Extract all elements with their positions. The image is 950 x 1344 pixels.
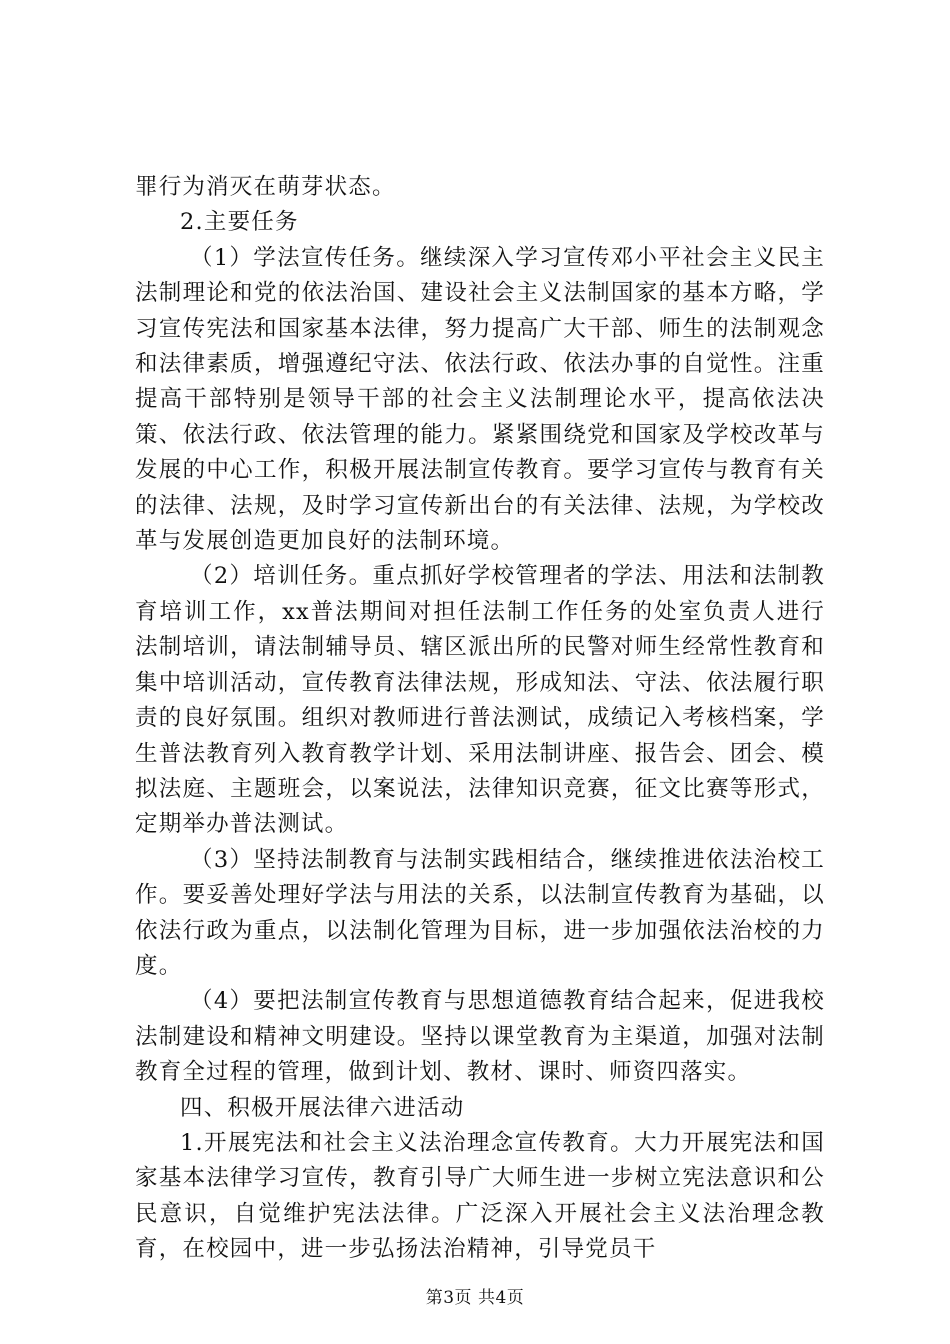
document-body xyxy=(135,170,825,1268)
paragraph-task-2: （2）培训任务。重点抓好学校管理者的学法、用法和法制教育培训工作，xx普法期间对担任法制工作任务的处室负责人进行法制培训，请法制辅导员、辖区派出所的民警对师生经常性教育和集中培训活动，宣传教育法律法规，形成知法、守法、依法履行职责的良好氛围。组织对教师进行普法测试，成绩记入考核档案，学生普法教育列入教育教学计划、采用法制讲座、报告会、团会、模拟法庭、主题班会，以案说法，法律知识竞赛，征文比赛等形式，定期举办普法测试。 xyxy=(135,563,825,838)
section-heading-six-activities: 四、积极开展法律六进活动 xyxy=(180,1094,465,1121)
paragraph-task-1: （1）学法宣传任务。继续深入学习宣传邓小平社会主义民主法制理论和党的依法治国、建设社会主义法制国家的基本方略，学习宣传宪法和国家基本法律，努力提高广大干部、师生的法制观念和法律素质，增强遵纪守法、依法行政、依法办事的自觉性。注重提高干部特别是领导干部的社会主义法制理论水平，提高依法决策、依法行政、依法管理的能力。紧紧围绕党和国家及学校改革与发展的中心工作，积极开展法制宣传教育。要学习宣传与教育有关的法律、法规，及时学习宣传新出台的有关法律、法规，为学校改革与发展创造更加良好的法制环境。 xyxy=(135,244,825,555)
paragraph-task-3: （3）坚持法制教育与法制实践相结合，继续推进依法治校工作。要妥善处理好学法与用法的关系，以法制宣传教育为基础，以依法行政为重点，以法制化管理为目标，进一步加强依法治校的力度。 xyxy=(135,846,825,979)
paragraph-task-4: （4）要把法制宣传教育与思想道德教育结合起来，促进我校法制建设和精神文明建设。坚持以课堂教育为主渠道，加强对法制教育全过程的管理，做到计划、教材、课时、师资四落实。 xyxy=(135,988,825,1086)
paragraph-continuation: 罪行为消灭在萌芽状态。 xyxy=(135,174,396,200)
page-footer: 第3页 共4页 xyxy=(425,1288,525,1308)
paragraph-constitution-education: 1.开展宪法和社会主义法治理念宣传教育。大力开展宪法和国家基本法律学习宣传，教育引导广大师生进一步树立宪法意识和公民意识，自觉维护宪法法律。广泛深入开展社会主义法治理念教育，在校园中，进一步弘扬法治精神，引导党员干 xyxy=(135,1129,825,1263)
section-heading-main-tasks: 2.主要任务 xyxy=(180,209,299,236)
